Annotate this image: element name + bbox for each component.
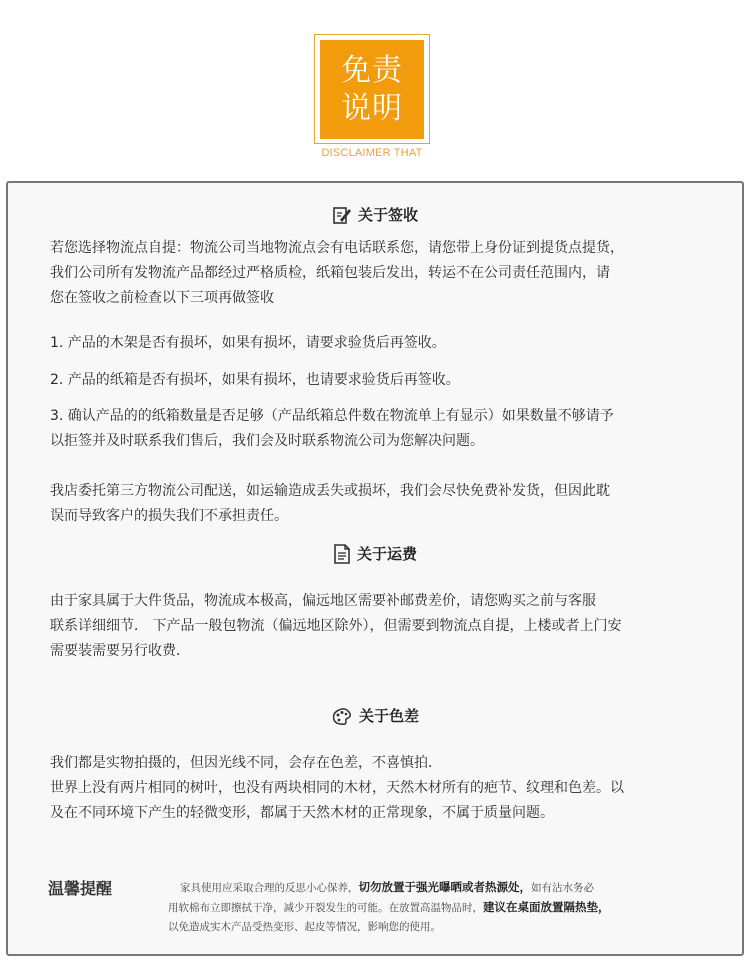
tips-part-3: 用软棉布立即擦拭干净，减少开裂发生的可能。在放置高温物品时， [168,902,483,914]
shipping-text: 由于家具属于大件货品，物流成本极高，偏远地区需要补邮费差价，请您购买之前与客服 联系详细细节． 下产品一般包物流（偏远地区除外），但需要到物流点自提，上楼或者上门安 需要装需要另行收费． [50,593,622,659]
disclaimer-badge [320,40,424,139]
badge-subtitle: DISCLAIMER THAT [321,147,423,159]
tips-title: 温馨提醒 [48,879,113,898]
section-title-text: 关于签收 [357,206,418,224]
tips-part-1: 家具使用应采取合理的反思小心保养， [180,882,359,894]
section-title-color [0,705,750,726]
document-icon [333,544,351,564]
receipt-intro: 若您选择物流点自提：物流公司当地物流点会有电话联系您，请您带上身份证到提货点提货， 我们公司所有发物流产品都经过严格质检，纸箱包装后发出，转运不在公司责任范围内，请 您在签收之前检查以下三项再做签收 [50,240,624,306]
tips-bold-1: 切勿放置于强光曝晒或者热源处， [358,880,532,894]
receipt-note: 我店委托第三方物流公司配送，如运输造成丢失或损坏，我们会尽快免费补发货，但因此耽 误而导致客户的损失我们不承担责任。 [50,483,610,524]
badge-line-1: 免责 [341,52,403,88]
receipt-item-3: 3. 确认产品的的纸箱数量是否足够（产品纸箱总件数在物流单上有显示）如果数量不够请予 以拒签并及时联系我们售后，我们会及时联系物流公司为您解决问题。 [50,408,614,449]
tips-part-2: 如有沾水务必 [531,882,595,894]
sign-pen-icon [332,205,352,225]
color-text: 我们都是实物拍摄的，但因光线不同，会存在色差，不喜慎拍． 世界上没有两片相同的树叶，也没有两块相同的木材，天然木材所有的疤节、纹理和色差。以 及在不同环境下产生的轻微变形，都属于天然木材的正常现象，不属于质量问题。 [50,755,624,821]
section-title-text: 关于运费 [356,545,417,563]
header [0,0,750,180]
badge-line-2: 说明 [341,90,403,126]
palette-icon [331,706,353,726]
section-title-receipt [0,204,750,225]
receipt-item-2: 2. 产品的纸箱是否有损坏，如果有损坏，也请要求验货后再签收。 [50,372,460,388]
tips-part-4: 以免造成实木产品受热变形、起皮等情况，影响您的使用。 [168,921,441,933]
section-title-shipping [0,543,750,564]
receipt-item-1: 1. 产品的木架是否有损坏，如果有损坏，请要求验货后再签收。 [50,335,446,351]
tips-bold-2: 建议在桌面放置隔热垫， [483,900,610,914]
tips-text [170,878,715,937]
section-title-text: 关于色差 [358,707,419,725]
